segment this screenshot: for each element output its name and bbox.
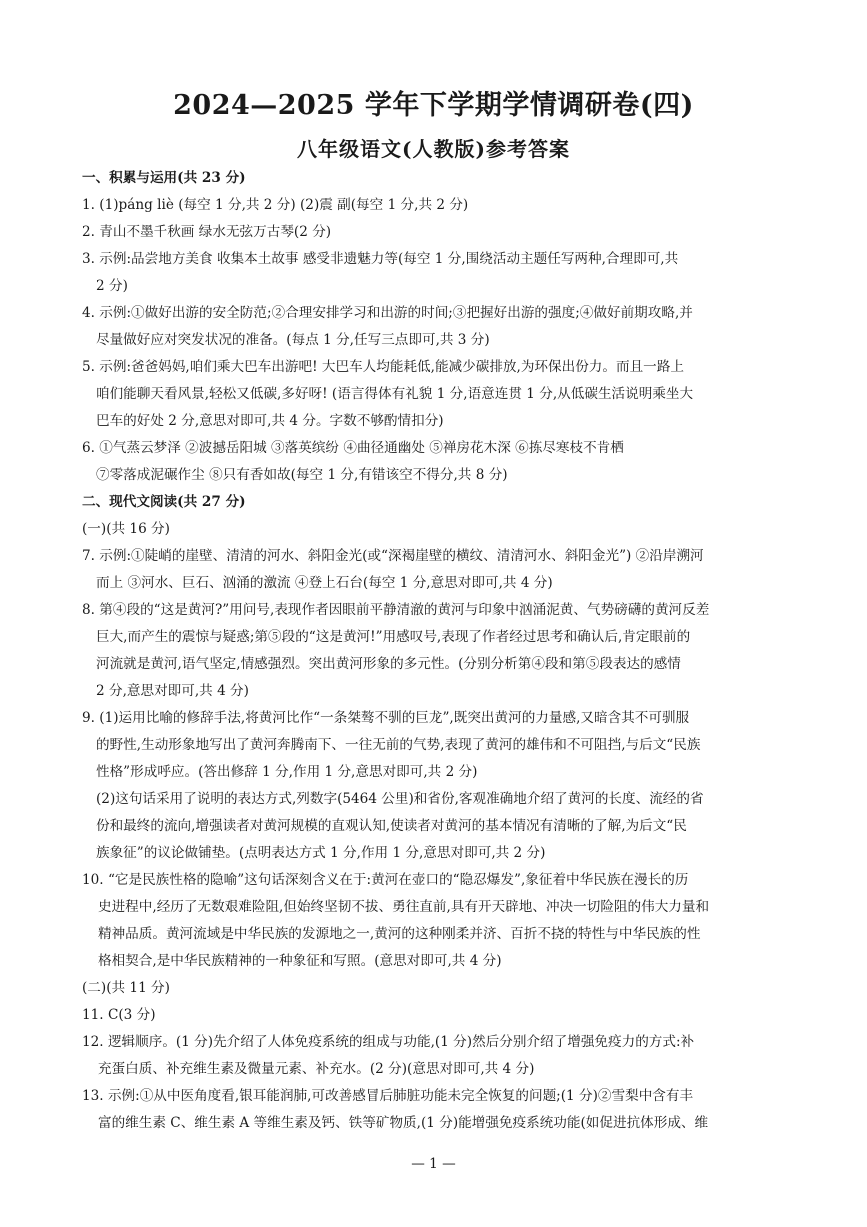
answer-line: 的野性,生动形象地写出了黄河奔腾南下、一往无前的气势,表现了黄河的雄伟和不可阻挡,与后文“民族	[96, 737, 701, 753]
answer-line: 6. ①气蒸云梦泽 ②波撼岳阳城 ③落英缤纷 ④曲径通幽处 ⑤禅房花木深 ⑥拣尽寒枝不肯栖	[82, 440, 624, 456]
answer-line: 8. 第④段的“这是黄河?”用问号,表现作者因眼前平静清澈的黄河与印象中汹涌泥黄、气势磅礴的黄河反差	[82, 602, 710, 618]
answer-line: 尽量做好应对突发状况的准备。(每点 1 分,任写三点即可,共 3 分)	[96, 332, 490, 348]
answer-line: 巴车的好处 2 分,意思对即可,共 4 分。字数不够酌情扣分)	[96, 413, 444, 429]
answer-line: 性格”形成呼应。(答出修辞 1 分,作用 1 分,意思对即可,共 2 分)	[96, 764, 478, 780]
answer-line: 9. (1)运用比喻的修辞手法,将黄河比作“一条桀骜不驯的巨龙”,既突出黄河的力量感,又暗含其不可驯服	[82, 710, 690, 726]
answer-line: 10. “它是民族性格的隐喻”这句话深刻含义在于:黄河在壶口的“隐忍爆发”,象征着中华民族在漫长的历	[82, 872, 689, 888]
section-heading: 二、现代文阅读(共 27 分)	[82, 494, 246, 510]
answer-line: (一)(共 16 分)	[82, 521, 170, 537]
answer-line: 富的维生素 C、维生素 A 等维生素及钙、铁等矿物质,(1 分)能增强免疫系统功能(如促进抗体形成、维	[98, 1115, 709, 1131]
document-title: 2024—2025 学年下学期学情调研卷(四)	[173, 90, 694, 121]
answer-line: 11. C(3 分)	[82, 1007, 156, 1023]
answer-line: 3. 示例:品尝地方美食 收集本土故事 感受非遗魅力等(每空 1 分,围绕活动主题任写两种,合理即可,共	[82, 251, 679, 267]
answer-line: 河流就是黄河,语气坚定,情感强烈。突出黄河形象的多元性。(分别分析第④段和第⑤段表达的感情	[96, 656, 681, 672]
answer-line: 族象征”的议论做铺垫。(点明表达方式 1 分,作用 1 分,意思对即可,共 2 分)	[96, 845, 546, 861]
answer-line: 份和最终的流向,增强读者对黄河规模的直观认知,使读者对黄河的基本情况有清晰的了解,为后文“民	[96, 818, 687, 834]
answer-line: 13. 示例:①从中医角度看,银耳能润肺,可改善感冒后肺脏功能未完全恢复的问题;(1 分)②雪梨中含有丰	[82, 1088, 694, 1104]
answer-line: 7. 示例:①陡峭的崖壁、清清的河水、斜阳金光(或“深褐崖壁的横纹、清清河水、斜阳金光”) ②沿岸溯河	[82, 548, 704, 564]
answer-body	[82, 165, 788, 1137]
answer-line: 而上 ③河水、巨石、汹涌的激流 ④登上石台(每空 1 分,意思对即可,共 4 分)	[96, 575, 553, 591]
answer-line: 2 分,意思对即可,共 4 分)	[96, 683, 249, 699]
page-number: — 1 —	[411, 1156, 456, 1172]
answer-line: 咱们能聊天看风景,轻松又低碳,多好呀! (语言得体有礼貌 1 分,语意连贯 1 分,从低碳生活说明乘坐大	[96, 386, 694, 402]
answer-line: 精神品质。黄河流域是中华民族的发源地之一,黄河的这种刚柔并济、百折不挠的特性与中华民族的性	[98, 926, 701, 942]
answer-line: 2. 青山不墨千秋画 绿水无弦万古琴(2 分)	[82, 224, 332, 240]
answer-line: 格相契合,是中华民族精神的一种象征和写照。(意思对即可,共 4 分)	[98, 953, 502, 969]
answer-line: 史进程中,经历了无数艰难险阻,但始终坚韧不拔、勇往直前,具有开天辟地、冲决一切险阻的伟大力量和	[98, 899, 710, 915]
answer-line: 1. (1)páng liè (每空 1 分,共 2 分) (2)震 副(每空 1 分,共 2 分)	[82, 197, 469, 213]
section-heading: 一、积累与运用(共 23 分)	[82, 170, 246, 186]
answer-line: ⑦零落成泥碾作尘 ⑧只有香如故(每空 1 分,有错该空不得分,共 8 分)	[96, 467, 508, 483]
answer-line: 充蛋白质、补充维生素及微量元素、补充水。(2 分)(意思对即可,共 4 分)	[98, 1061, 535, 1077]
answer-line: 5. 示例:爸爸妈妈,咱们乘大巴车出游吧! 大巴车人均能耗低,能减少碳排放,为环保出份力。而且一路上	[82, 359, 684, 375]
answer-line: 2 分)	[96, 278, 128, 294]
answer-line: 4. 示例:①做好出游的安全防范;②合理安排学习和出游的时间;③把握好出游的强度;④做好前期攻略,并	[82, 305, 693, 321]
answer-line: (二)(共 11 分)	[82, 980, 170, 996]
answer-line: (2)这句话采用了说明的表达方式,列数字(5464 公里)和省份,客观准确地介绍了黄河的长度、流经的省	[96, 791, 704, 807]
answer-line: 12. 逻辑顺序。(1 分)先介绍了人体免疫系统的组成与功能,(1 分)然后分别介绍了增强免疫力的方式:补	[82, 1034, 695, 1050]
document-subtitle: 八年级语文(人教版)参考答案	[297, 137, 570, 161]
answer-line: 巨大,而产生的震惊与疑惑;第⑤段的“这是黄河!”用感叹号,表现了作者经过思考和确认后,肯定眼前的	[96, 629, 691, 645]
